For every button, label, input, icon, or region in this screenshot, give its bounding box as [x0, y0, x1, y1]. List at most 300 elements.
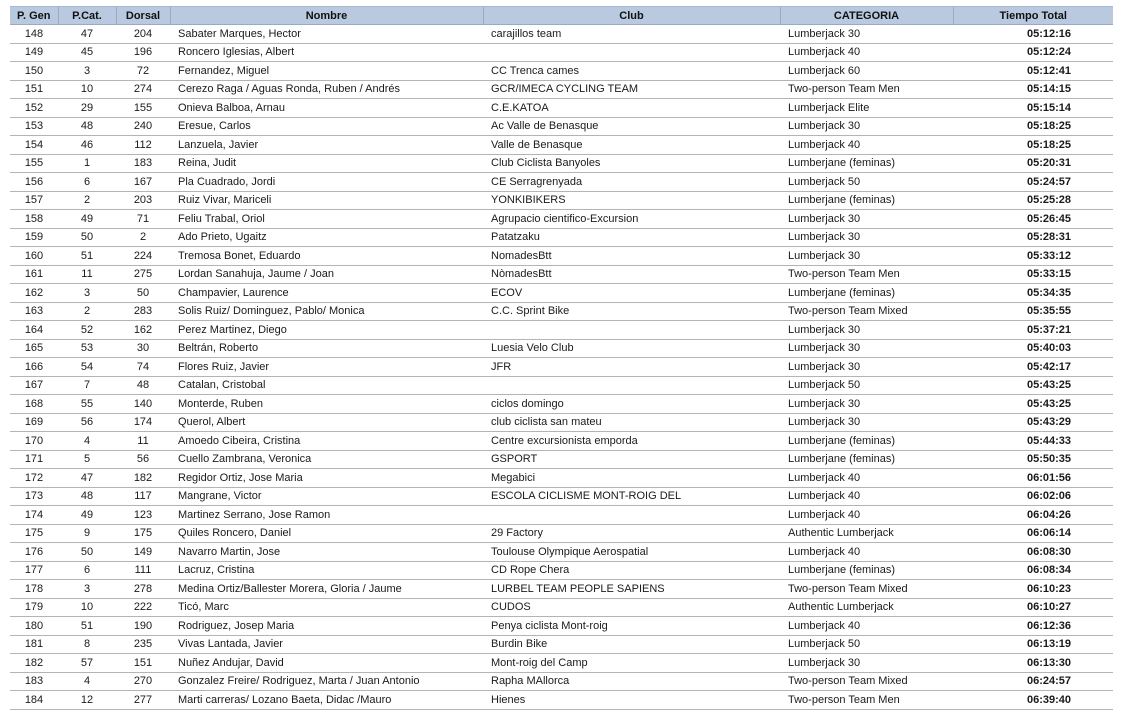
cell-club: NòmadesBtt [483, 265, 780, 284]
header-row [10, 7, 1113, 25]
cell-p-cat: 52 [58, 321, 116, 340]
table-row [10, 691, 1113, 710]
cell-nombre: Roncero Iglesias, Albert [170, 43, 483, 62]
cell-categoria: Lumberjane (feminas) [780, 450, 953, 469]
table-row [10, 228, 1113, 247]
cell-dorsal: 72 [116, 62, 170, 81]
cell-tiempo-total: 06:39:40 [953, 691, 1113, 710]
cell-tiempo-total: 06:01:56 [953, 469, 1113, 488]
cell-dorsal: 151 [116, 654, 170, 673]
cell-dorsal: 174 [116, 413, 170, 432]
cell-categoria: Two-person Team Men [780, 691, 953, 710]
cell-club: JFR [483, 358, 780, 377]
cell-p-gen: 153 [10, 117, 58, 136]
cell-dorsal: 190 [116, 617, 170, 636]
table-row [10, 302, 1113, 321]
table-header [10, 7, 1113, 25]
cell-p-gen: 183 [10, 672, 58, 691]
cell-nombre: Reina, Judit [170, 154, 483, 173]
cell-p-cat: 48 [58, 117, 116, 136]
cell-club: Penya ciclista Mont-roig [483, 617, 780, 636]
cell-club: Valle de Benasque [483, 136, 780, 155]
cell-club: GSPORT [483, 450, 780, 469]
cell-categoria: Lumberjack 60 [780, 62, 953, 81]
cell-nombre: Onieva Balboa, Arnau [170, 99, 483, 118]
cell-tiempo-total: 05:24:57 [953, 173, 1113, 192]
table-row [10, 247, 1113, 266]
cell-tiempo-total: 06:02:06 [953, 487, 1113, 506]
cell-p-cat: 10 [58, 598, 116, 617]
cell-tiempo-total: 05:33:15 [953, 265, 1113, 284]
cell-nombre: Ado Prieto, Ugaitz [170, 228, 483, 247]
cell-nombre: Tremosa Bonet, Eduardo [170, 247, 483, 266]
cell-p-gen: 184 [10, 691, 58, 710]
table-row [10, 506, 1113, 525]
cell-club: 29 Factory [483, 524, 780, 543]
cell-nombre: Lanzuela, Javier [170, 136, 483, 155]
cell-club: carajillos team [483, 25, 780, 44]
cell-nombre: Monterde, Ruben [170, 395, 483, 414]
cell-tiempo-total: 06:10:23 [953, 580, 1113, 599]
cell-dorsal: 167 [116, 173, 170, 192]
cell-p-gen: 182 [10, 654, 58, 673]
cell-tiempo-total: 06:13:19 [953, 635, 1113, 654]
table-row [10, 117, 1113, 136]
cell-nombre: Cuello Zambrana, Veronica [170, 450, 483, 469]
cell-dorsal: 111 [116, 561, 170, 580]
cell-p-gen: 159 [10, 228, 58, 247]
cell-p-gen: 165 [10, 339, 58, 358]
cell-dorsal: 30 [116, 339, 170, 358]
cell-p-cat: 47 [58, 25, 116, 44]
cell-p-cat: 56 [58, 413, 116, 432]
cell-categoria: Two-person Team Mixed [780, 580, 953, 599]
cell-dorsal: 235 [116, 635, 170, 654]
cell-dorsal: 175 [116, 524, 170, 543]
cell-tiempo-total: 06:04:26 [953, 506, 1113, 525]
cell-categoria: Lumberjack 30 [780, 25, 953, 44]
cell-club: Burdin Bike [483, 635, 780, 654]
cell-categoria: Lumberjack 30 [780, 210, 953, 229]
cell-p-cat: 2 [58, 302, 116, 321]
table-row [10, 524, 1113, 543]
cell-p-cat: 12 [58, 691, 116, 710]
cell-dorsal: 196 [116, 43, 170, 62]
cell-p-cat: 11 [58, 265, 116, 284]
cell-nombre: Amoedo Cibeira, Cristina [170, 432, 483, 451]
cell-dorsal: 182 [116, 469, 170, 488]
table-row [10, 154, 1113, 173]
cell-dorsal: 11 [116, 432, 170, 451]
cell-p-cat: 50 [58, 543, 116, 562]
cell-club: ciclos domingo [483, 395, 780, 414]
cell-nombre: Medina Ortiz/Ballester Morera, Gloria / Jaume [170, 580, 483, 599]
cell-categoria: Authentic Lumberjack [780, 598, 953, 617]
cell-p-gen: 163 [10, 302, 58, 321]
cell-categoria: Lumberjack 30 [780, 654, 953, 673]
cell-nombre: Sabater Marques, Hector [170, 25, 483, 44]
cell-p-cat: 46 [58, 136, 116, 155]
cell-tiempo-total: 05:35:55 [953, 302, 1113, 321]
cell-dorsal: 278 [116, 580, 170, 599]
header-nombre: Nombre [170, 7, 483, 25]
cell-categoria: Lumberjack 50 [780, 173, 953, 192]
cell-p-cat: 3 [58, 580, 116, 599]
cell-p-cat: 29 [58, 99, 116, 118]
cell-tiempo-total: 06:13:30 [953, 654, 1113, 673]
cell-p-cat: 55 [58, 395, 116, 414]
table-row [10, 358, 1113, 377]
cell-p-gen: 164 [10, 321, 58, 340]
cell-tiempo-total: 06:12:36 [953, 617, 1113, 636]
table-row [10, 99, 1113, 118]
cell-p-gen: 149 [10, 43, 58, 62]
cell-categoria: Lumberjack 50 [780, 635, 953, 654]
cell-nombre: Feliu Trabal, Oriol [170, 210, 483, 229]
cell-p-cat: 3 [58, 62, 116, 81]
cell-dorsal: 2 [116, 228, 170, 247]
cell-tiempo-total: 05:40:03 [953, 339, 1113, 358]
cell-dorsal: 183 [116, 154, 170, 173]
cell-categoria: Lumberjack 40 [780, 487, 953, 506]
cell-tiempo-total: 05:18:25 [953, 117, 1113, 136]
cell-dorsal: 204 [116, 25, 170, 44]
cell-tiempo-total: 05:15:14 [953, 99, 1113, 118]
cell-p-gen: 177 [10, 561, 58, 580]
cell-club: C.C. Sprint Bike [483, 302, 780, 321]
cell-p-cat: 53 [58, 339, 116, 358]
cell-categoria: Lumberjack 30 [780, 413, 953, 432]
table-row [10, 173, 1113, 192]
cell-tiempo-total: 05:20:31 [953, 154, 1113, 173]
cell-dorsal: 275 [116, 265, 170, 284]
cell-dorsal: 274 [116, 80, 170, 99]
results-table [10, 6, 1113, 710]
cell-dorsal: 162 [116, 321, 170, 340]
cell-p-cat: 9 [58, 524, 116, 543]
cell-dorsal: 277 [116, 691, 170, 710]
cell-categoria: Lumberjack 30 [780, 358, 953, 377]
table-row [10, 543, 1113, 562]
table-row [10, 580, 1113, 599]
cell-categoria: Lumberjack 30 [780, 247, 953, 266]
cell-p-gen: 156 [10, 173, 58, 192]
cell-club: Toulouse Olympique Aerospatial [483, 543, 780, 562]
table-row [10, 654, 1113, 673]
cell-nombre: Querol, Albert [170, 413, 483, 432]
cell-nombre: Catalan, Cristobal [170, 376, 483, 395]
table-body [10, 25, 1113, 710]
cell-dorsal: 224 [116, 247, 170, 266]
cell-p-gen: 157 [10, 191, 58, 210]
cell-club: CUDOS [483, 598, 780, 617]
cell-tiempo-total: 05:12:16 [953, 25, 1113, 44]
cell-nombre: Martinez Serrano, Jose Ramon [170, 506, 483, 525]
cell-club: Ac Valle de Benasque [483, 117, 780, 136]
cell-tiempo-total: 05:43:25 [953, 376, 1113, 395]
table-row [10, 321, 1113, 340]
cell-club: Rapha MAllorca [483, 672, 780, 691]
header-categoria: CATEGORIA [780, 7, 953, 25]
cell-nombre: Pla Cuadrado, Jordi [170, 173, 483, 192]
header-tiempo-total: Tiempo Total [953, 7, 1113, 25]
table-row [10, 80, 1113, 99]
cell-dorsal: 123 [116, 506, 170, 525]
cell-p-gen: 173 [10, 487, 58, 506]
cell-p-gen: 148 [10, 25, 58, 44]
cell-nombre: Champavier, Laurence [170, 284, 483, 303]
cell-categoria: Lumberjane (feminas) [780, 191, 953, 210]
cell-nombre: Lacruz, Cristina [170, 561, 483, 580]
cell-dorsal: 117 [116, 487, 170, 506]
cell-club: club ciclista san mateu [483, 413, 780, 432]
cell-categoria: Two-person Team Men [780, 265, 953, 284]
cell-dorsal: 56 [116, 450, 170, 469]
cell-club [483, 506, 780, 525]
cell-p-gen: 161 [10, 265, 58, 284]
cell-p-gen: 158 [10, 210, 58, 229]
cell-tiempo-total: 06:10:27 [953, 598, 1113, 617]
cell-p-gen: 180 [10, 617, 58, 636]
cell-nombre: Ruiz Vivar, Mariceli [170, 191, 483, 210]
cell-club: NomadesBtt [483, 247, 780, 266]
cell-dorsal: 112 [116, 136, 170, 155]
table-row [10, 672, 1113, 691]
cell-tiempo-total: 06:08:34 [953, 561, 1113, 580]
cell-nombre: Ticó, Marc [170, 598, 483, 617]
cell-p-cat: 7 [58, 376, 116, 395]
cell-club: Megabici [483, 469, 780, 488]
cell-nombre: Solis Ruiz/ Dominguez, Pablo/ Monica [170, 302, 483, 321]
cell-categoria: Authentic Lumberjack [780, 524, 953, 543]
cell-p-cat: 54 [58, 358, 116, 377]
cell-tiempo-total: 06:08:30 [953, 543, 1113, 562]
cell-nombre: Rodriguez, Josep Maria [170, 617, 483, 636]
cell-categoria: Lumberjack 40 [780, 136, 953, 155]
cell-categoria: Lumberjack 50 [780, 376, 953, 395]
table-row [10, 339, 1113, 358]
cell-p-cat: 4 [58, 432, 116, 451]
cell-nombre: Nuñez Andujar, David [170, 654, 483, 673]
cell-p-gen: 175 [10, 524, 58, 543]
cell-tiempo-total: 05:44:33 [953, 432, 1113, 451]
cell-p-gen: 167 [10, 376, 58, 395]
cell-p-cat: 47 [58, 469, 116, 488]
cell-dorsal: 149 [116, 543, 170, 562]
cell-nombre: Vivas Lantada, Javier [170, 635, 483, 654]
cell-dorsal: 155 [116, 99, 170, 118]
cell-tiempo-total: 05:37:21 [953, 321, 1113, 340]
cell-tiempo-total: 06:24:57 [953, 672, 1113, 691]
cell-nombre: Fernandez, Miguel [170, 62, 483, 81]
cell-dorsal: 270 [116, 672, 170, 691]
cell-club: Mont-roig del Camp [483, 654, 780, 673]
header-club: Club [483, 7, 780, 25]
cell-p-gen: 152 [10, 99, 58, 118]
cell-tiempo-total: 05:25:28 [953, 191, 1113, 210]
cell-categoria: Lumberjack 30 [780, 117, 953, 136]
cell-p-cat: 49 [58, 506, 116, 525]
cell-tiempo-total: 05:34:35 [953, 284, 1113, 303]
cell-dorsal: 140 [116, 395, 170, 414]
cell-p-cat: 8 [58, 635, 116, 654]
cell-categoria: Lumberjack 30 [780, 395, 953, 414]
cell-club: CD Rope Chera [483, 561, 780, 580]
cell-nombre: Perez Martinez, Diego [170, 321, 483, 340]
cell-p-cat: 6 [58, 561, 116, 580]
cell-club [483, 321, 780, 340]
cell-p-gen: 176 [10, 543, 58, 562]
cell-p-gen: 160 [10, 247, 58, 266]
cell-tiempo-total: 05:12:41 [953, 62, 1113, 81]
cell-club: YONKIBIKERS [483, 191, 780, 210]
cell-dorsal: 222 [116, 598, 170, 617]
table-row [10, 469, 1113, 488]
cell-nombre: Quiles Roncero, Daniel [170, 524, 483, 543]
cell-club: CE Serragrenyada [483, 173, 780, 192]
cell-categoria: Lumberjane (feminas) [780, 284, 953, 303]
cell-club: Luesia Velo Club [483, 339, 780, 358]
cell-p-gen: 154 [10, 136, 58, 155]
table-row [10, 450, 1113, 469]
table-row [10, 43, 1113, 62]
cell-p-gen: 174 [10, 506, 58, 525]
cell-p-cat: 48 [58, 487, 116, 506]
cell-dorsal: 50 [116, 284, 170, 303]
table-row [10, 136, 1113, 155]
table-row [10, 284, 1113, 303]
cell-nombre: Eresue, Carlos [170, 117, 483, 136]
cell-club: Centre excursionista emporda [483, 432, 780, 451]
cell-categoria: Lumberjane (feminas) [780, 432, 953, 451]
table-row [10, 635, 1113, 654]
cell-club: ESCOLA CICLISME MONT-ROIG DEL [483, 487, 780, 506]
cell-categoria: Lumberjack 40 [780, 543, 953, 562]
cell-p-gen: 179 [10, 598, 58, 617]
table-row [10, 25, 1113, 44]
cell-nombre: Mangrane, Victor [170, 487, 483, 506]
table-row [10, 265, 1113, 284]
cell-tiempo-total: 05:43:29 [953, 413, 1113, 432]
cell-club: GCR/IMECA CYCLING TEAM [483, 80, 780, 99]
cell-nombre: Beltrán, Roberto [170, 339, 483, 358]
cell-club: CC Trenca cames [483, 62, 780, 81]
cell-tiempo-total: 05:26:45 [953, 210, 1113, 229]
cell-categoria: Lumberjane (feminas) [780, 561, 953, 580]
cell-nombre: Gonzalez Freire/ Rodriguez, Marta / Juan Antonio [170, 672, 483, 691]
cell-tiempo-total: 05:28:31 [953, 228, 1113, 247]
cell-p-cat: 4 [58, 672, 116, 691]
cell-p-cat: 3 [58, 284, 116, 303]
cell-tiempo-total: 05:43:25 [953, 395, 1113, 414]
cell-tiempo-total: 05:33:12 [953, 247, 1113, 266]
cell-categoria: Lumberjack 30 [780, 321, 953, 340]
cell-nombre: Regidor Ortiz, Jose Maria [170, 469, 483, 488]
header-p-cat: P.Cat. [58, 7, 116, 25]
cell-nombre: Lordan Sanahuja, Jaume / Joan [170, 265, 483, 284]
cell-p-cat: 49 [58, 210, 116, 229]
cell-dorsal: 71 [116, 210, 170, 229]
table-row [10, 395, 1113, 414]
table-row [10, 376, 1113, 395]
cell-categoria: Lumberjack 40 [780, 469, 953, 488]
cell-p-gen: 172 [10, 469, 58, 488]
cell-club: ECOV [483, 284, 780, 303]
cell-nombre: Cerezo Raga / Aguas Ronda, Ruben / Andrés [170, 80, 483, 99]
header-dorsal: Dorsal [116, 7, 170, 25]
table-row [10, 62, 1113, 81]
cell-tiempo-total: 05:12:24 [953, 43, 1113, 62]
cell-tiempo-total: 05:14:15 [953, 80, 1113, 99]
cell-dorsal: 240 [116, 117, 170, 136]
cell-nombre: Marti carreras/ Lozano Baeta, Didac /Mauro [170, 691, 483, 710]
cell-tiempo-total: 05:18:25 [953, 136, 1113, 155]
cell-p-gen: 150 [10, 62, 58, 81]
cell-club [483, 376, 780, 395]
cell-club [483, 43, 780, 62]
cell-categoria: Lumberjane (feminas) [780, 154, 953, 173]
cell-nombre: Flores Ruiz, Javier [170, 358, 483, 377]
table-row [10, 191, 1113, 210]
cell-p-cat: 45 [58, 43, 116, 62]
table-row [10, 210, 1113, 229]
cell-p-cat: 2 [58, 191, 116, 210]
cell-tiempo-total: 06:06:14 [953, 524, 1113, 543]
cell-club: Club Ciclista Banyoles [483, 154, 780, 173]
table-row [10, 487, 1113, 506]
cell-p-gen: 168 [10, 395, 58, 414]
cell-p-gen: 178 [10, 580, 58, 599]
cell-categoria: Lumberjack 40 [780, 617, 953, 636]
cell-p-gen: 155 [10, 154, 58, 173]
cell-dorsal: 48 [116, 376, 170, 395]
cell-dorsal: 203 [116, 191, 170, 210]
cell-p-cat: 51 [58, 247, 116, 266]
cell-p-cat: 10 [58, 80, 116, 99]
cell-club: C.E.KATOA [483, 99, 780, 118]
header-p-gen: P. Gen [10, 7, 58, 25]
cell-club: LURBEL TEAM PEOPLE SAPIENS [483, 580, 780, 599]
cell-p-gen: 162 [10, 284, 58, 303]
cell-categoria: Lumberjack 30 [780, 339, 953, 358]
cell-p-cat: 50 [58, 228, 116, 247]
cell-nombre: Navarro Martin, Jose [170, 543, 483, 562]
cell-p-gen: 170 [10, 432, 58, 451]
cell-tiempo-total: 05:50:35 [953, 450, 1113, 469]
cell-categoria: Lumberjack 40 [780, 506, 953, 525]
cell-p-cat: 6 [58, 173, 116, 192]
table-row [10, 413, 1113, 432]
cell-categoria: Lumberjack Elite [780, 99, 953, 118]
cell-categoria: Lumberjack 30 [780, 228, 953, 247]
cell-categoria: Two-person Team Men [780, 80, 953, 99]
cell-p-gen: 181 [10, 635, 58, 654]
cell-tiempo-total: 05:42:17 [953, 358, 1113, 377]
cell-p-gen: 171 [10, 450, 58, 469]
cell-dorsal: 283 [116, 302, 170, 321]
table-row [10, 617, 1113, 636]
table-row [10, 598, 1113, 617]
cell-p-gen: 151 [10, 80, 58, 99]
cell-club: Agrupacio cientifico-Excursion [483, 210, 780, 229]
cell-categoria: Lumberjack 40 [780, 43, 953, 62]
cell-categoria: Two-person Team Mixed [780, 672, 953, 691]
cell-p-cat: 57 [58, 654, 116, 673]
cell-p-cat: 51 [58, 617, 116, 636]
cell-club: Patatzaku [483, 228, 780, 247]
table-row [10, 432, 1113, 451]
cell-p-cat: 5 [58, 450, 116, 469]
